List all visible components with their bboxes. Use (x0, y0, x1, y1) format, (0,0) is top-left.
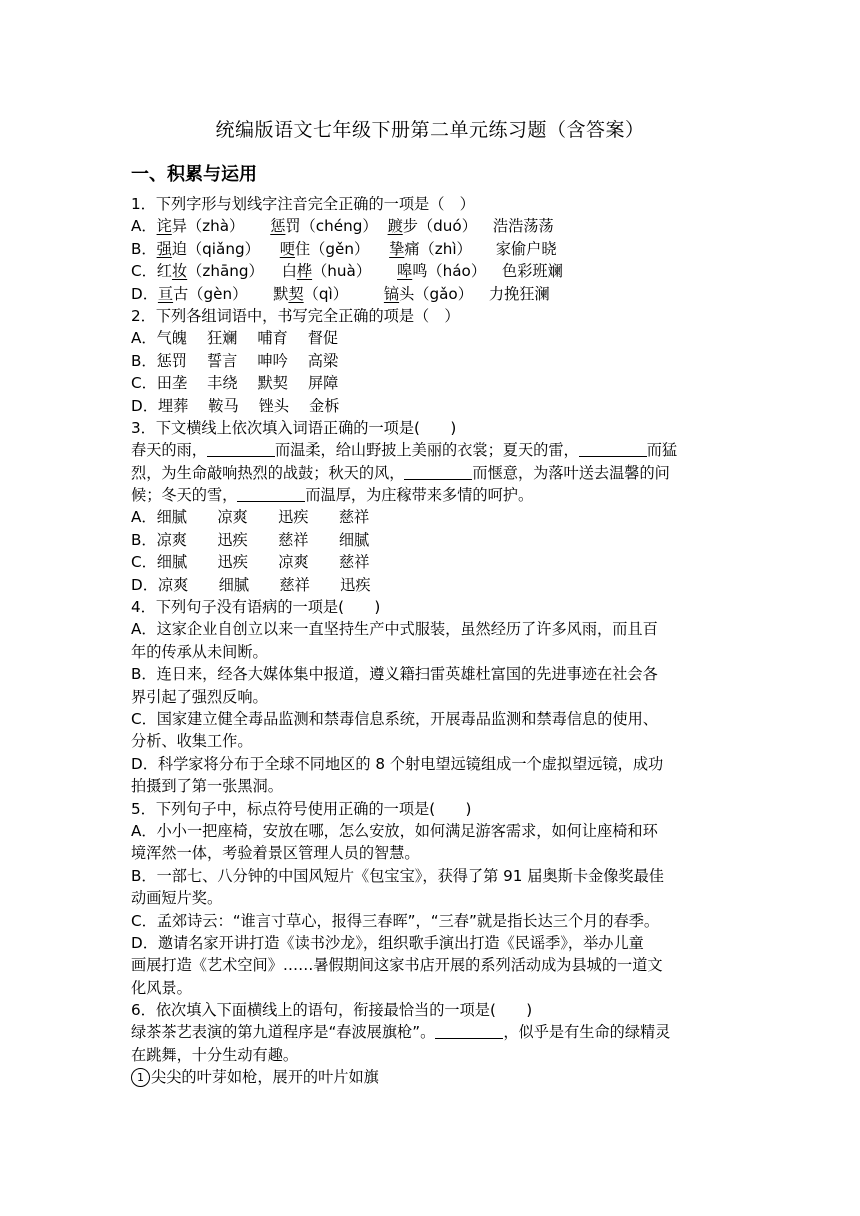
q5-option-b: B．一部七、八分钟的中国风短片《包宝宝》，获得了第 91 届奥斯卡金像奖最佳 (131, 866, 664, 885)
q5-option-b-cont: 动画短片奖。 (131, 889, 223, 908)
q5-option-a-cont: 境浑然一体，考验着景区管理人员的智慧。 (131, 844, 420, 863)
fill-blank (207, 441, 275, 457)
fill-blank (579, 441, 647, 457)
fill-blank (435, 1023, 503, 1039)
q4-option-c: C．国家建立健全毒品监测和禁毒信息系统，开展毒品监测和禁毒信息的使用、 (131, 709, 658, 728)
q4-option-d: D．科学家将分布于全球不同地区的 8 个射电望远镜组成一个虚拟望远镜，成功 (131, 754, 664, 773)
q6-passage-line-1: 绿茶茶艺表演的第九道程序是“春波展旗枪”。 ，似乎是有生命的绿精灵 (131, 1023, 671, 1042)
document-title: 统编版语文七年级下册第二单元练习题（含答案） (215, 119, 645, 141)
q3-passage-line-2: 烈，为生命敲响热烈的战鼓；秋天的风， 而惬意，为落叶送去温馨的问 (131, 463, 670, 482)
q1-option-c: C．红妆（zhāng） 白桦（huà） 嗥鸣（háo） 色彩班斓 (131, 262, 563, 281)
q3-option-d: D．凉爽 细腻 慈祥 迅疾 (131, 575, 371, 594)
fill-blank (404, 464, 472, 480)
questions-body (131, 193, 731, 1089)
q1-option-a: A．诧异（zhà） 惩罚（chéng） 踱步（duó） 浩浩荡荡 (131, 217, 554, 236)
circled-number: 1 (131, 1068, 150, 1087)
q6-passage-line-2: 在跳舞，十分生动有趣。 (131, 1045, 299, 1064)
q2-option-b: B．惩罚 誓言 呻吟 高梁 (131, 351, 339, 370)
section-heading: 一、积累与运用 (131, 164, 257, 185)
fill-blank (237, 486, 305, 502)
q5-option-d-cont-2: 化风景。 (131, 978, 192, 997)
q3-stem: 3．下文横线上依次填入词语正确的一项是( ) (131, 418, 457, 437)
q5-option-c: C．孟郊诗云：“谁言寸草心，报得三春晖”，“三春”就是指长达三个月的春季。 (131, 911, 660, 930)
q4-option-d-cont: 拍摄到了第一张黑洞。 (131, 777, 283, 796)
q6-option-1: 1 尖尖的叶芽如枪，展开的叶片如旗 (131, 1066, 731, 1088)
q5-option-d-cont: 画展打造《艺术空间》……暑假期间这家书店开展的系列活动成为县城的一道文 (131, 956, 663, 975)
q1-option-d: D．亘古（gèn） 默契（qì） 镐头（gǎo） 力挽狂澜 (131, 284, 550, 303)
q3-option-b: B．凉爽 迅疾 慈祥 细腻 (131, 530, 370, 549)
q5-option-a: A．小小一把座椅，安放在哪，怎么安放，如何满足游客需求，如何让座椅和环 (131, 821, 658, 840)
q4-option-a-cont: 年的传承从未间断。 (131, 642, 268, 661)
q2-option-d: D．埋葬 鞍马 锉头 金柝 (131, 396, 340, 415)
q4-option-b: B．连日来，经各大媒体集中报道，遵义籍扫雷英雄杜富国的先进事迹在社会各 (131, 665, 658, 684)
q3-passage-line-3: 候；冬天的雪， 而温厚，为庄稼带来多情的呵护。 (131, 486, 534, 505)
q4-option-b-cont: 界引起了强烈反响。 (131, 687, 268, 706)
q4-stem: 4．下列句子没有语病的一项是( ) (131, 598, 381, 617)
q1-option-b: B．强迫（qiǎng） 哽住（gěn） 挚痛（zhì） 家偷户晓 (131, 239, 557, 258)
q6-stem: 6．依次填入下面横线上的语句，衔接最恰当的一项是( ) (131, 1001, 533, 1020)
q3-option-c: C．细腻 迅疾 凉爽 慈祥 (131, 553, 370, 572)
q3-passage-line-1: 春天的雨， 而温柔，给山野披上美丽的衣裳；夏天的雷， 而猛 (131, 441, 678, 460)
q2-stem: 2．下列各组词语中，书写完全正确的项是（ ） (131, 306, 460, 325)
q5-stem: 5．下列句子中，标点符号使用正确的一项是( ) (131, 799, 472, 818)
q2-option-a: A．气魄 狂斓 哺育 督促 (131, 329, 339, 348)
q2-option-c: C．田垄 丰绕 默契 屏障 (131, 374, 339, 393)
q4-option-a: A．这家企业自创立以来一直坚持生产中式服装，虽然经历了许多风雨，而且百 (131, 620, 658, 639)
q1-stem: 1．下列字形与划线字注音完全正确的一项是（ ） (131, 195, 475, 213)
q3-option-a: A．细腻 凉爽 迅疾 慈祥 (131, 508, 370, 527)
q5-option-d: D．邀请名家开讲打造《读书沙龙》，组织歌手演出打造《民谣季》，举办儿童 (131, 933, 644, 952)
q4-option-c-cont: 分析、收集工作。 (131, 732, 253, 751)
